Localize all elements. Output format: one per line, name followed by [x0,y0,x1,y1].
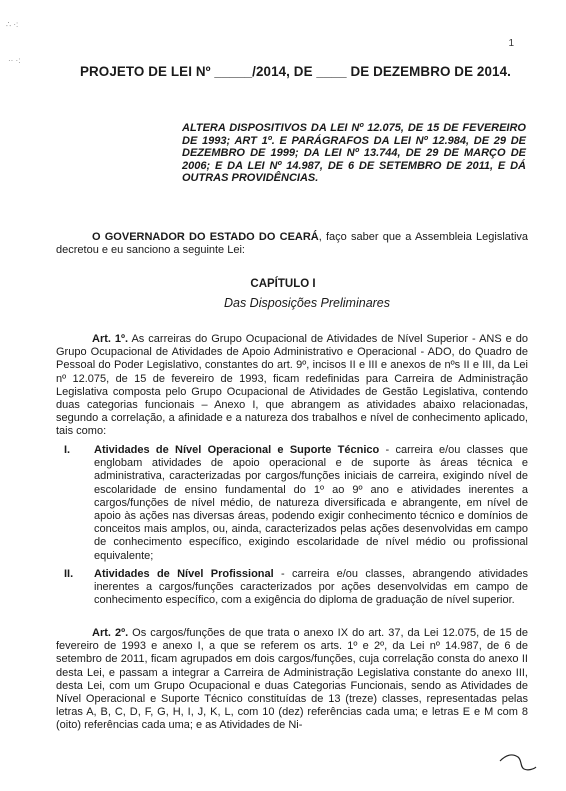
preamble-lead: O GOVERNADOR DO ESTADO DO CEARÁ [92,231,319,243]
initials-signature [498,745,538,773]
scan-artifact: ∴ ·: [6,20,19,29]
list-item [56,568,528,608]
item-title: Atividades de Nível Operacional e Suporte Técnico [94,444,380,456]
item-number: II. [64,568,74,580]
preamble [56,231,528,257]
item-title: Atividades de Nível Profissional [94,568,274,580]
item-text: - carreira e/ou classes, abrangendo atividades inerentes a cargos/funções caracterizados por ações desenvolvidas em campo de conhecimento específico, com a exigência do diploma de graduação de nível superior. [94,568,529,607]
article-1-label: Art. 1º. [92,333,129,345]
chapter-title: CAPÍTULO I [250,278,316,290]
item-text: - carreira e/ou classes que englobam atividades de apoio operacional e de suporte às áreas técnica e administrativa, caracterizadas por cargos/funções iniciais de carreira, exigindo nível de escolaridade de ensino fundamental do 1º ao 9º ano e atividades inerentes a cargos/funções de nível médio, de natureza diversificada e abrangente, em nível de apoio às ações nas diversas áreas, podendo exigir conhecimento técnico e domínios de conceitos mais amplos, ou, ainda, caracterizados pelas ações desenvolvidas em campo de conhecimento específico, exigindo escolaridade de nível médio ou profissional equivalente; [94,444,528,562]
article-1-text: As carreiras do Grupo Ocupacional de Atividades de Nível Superior - ANS e do Grupo Ocupacional de Atividades de Apoio Administrativo e Operacional - ADO, do Quadro de Pessoal do Poder Legislativo, constantes do art. 9º, incisos II e III e anexos de nºs II e III, da Lei nº 12.075, de 15 de fevereiro de 1993, ficam redefinidas para Carreira de Administração Legislativa composta pelo Grupo Ocupacional de Atividades de Gestão Legislativa, contendo duas categorias funcionais – Anexo I, que abrangem as atividades abaixo relacionadas, segundo a correlação, a afinidade e a natureza dos trabalhos e nível de conhecimento aplicado, tais como: [56,333,528,438]
scan-artifact: ·· ·: [8,56,21,65]
article-2 [56,627,528,733]
article-2-text: Os cargos/funções de que trata o anexo IX do art. 37, da Lei 12.075, de 15 de fevereiro de 1993 e anexo I, a que se referem os arts. 1º e 2º, da Lei nº 14.987, de 6 de setembro de 2011, ficam agrupados em dois cargos/funções, cuja correlação consta do anexo II desta Lei, e passam a integrar a Carreira de Administração Legislativa constante do anexo III, desta Lei, com um Grupo Ocupacional e duas Categorias Funcionais, sendo as Atividades de Nível Operacional e Suporte Técnico constituídas de 13 (treze) classes, representadas pelas letras A, B, C, D, F, G, H, I, J, K, L, com 10 (dez) referências cada uma; e letras E e M com 8 (oito) referências cada uma; e as Atividades de Ni- [56,627,528,732]
preamble-rest: , faço saber que a Assembleia Legislativa decretou e eu sanciono a seguinte Lei: [56,231,529,257]
article-2-label: Art. 2º. [92,627,129,639]
page-mark: 1 [508,38,514,49]
chapter-subtitle: Das Disposições Preliminares [223,296,391,310]
article-1 [56,333,528,439]
bill-summary: ALTERA DISPOSITIVOS DA LEI Nº 12.075, DE 15 DE FEVEREIRO DE 1993; ART 1º. E PARÁGRAFOS DA LEI Nº 12.984, DE 29 DE DEZEMBRO DE 1999; DA LEI Nº 13.744, DE 29 DE MARÇO DE 2006; E DA LEI Nº 14.987, DE 6 DE SETEMBRO DE 2011, E DÁ OUTRAS PROVIDÊNCIAS. [182,122,526,185]
item-number: I. [64,444,71,456]
bill-title: PROJETO DE LEI Nº _____/2014, DE ____ DE DEZEMBRO DE 2014. [80,64,511,79]
list-item [56,444,528,563]
